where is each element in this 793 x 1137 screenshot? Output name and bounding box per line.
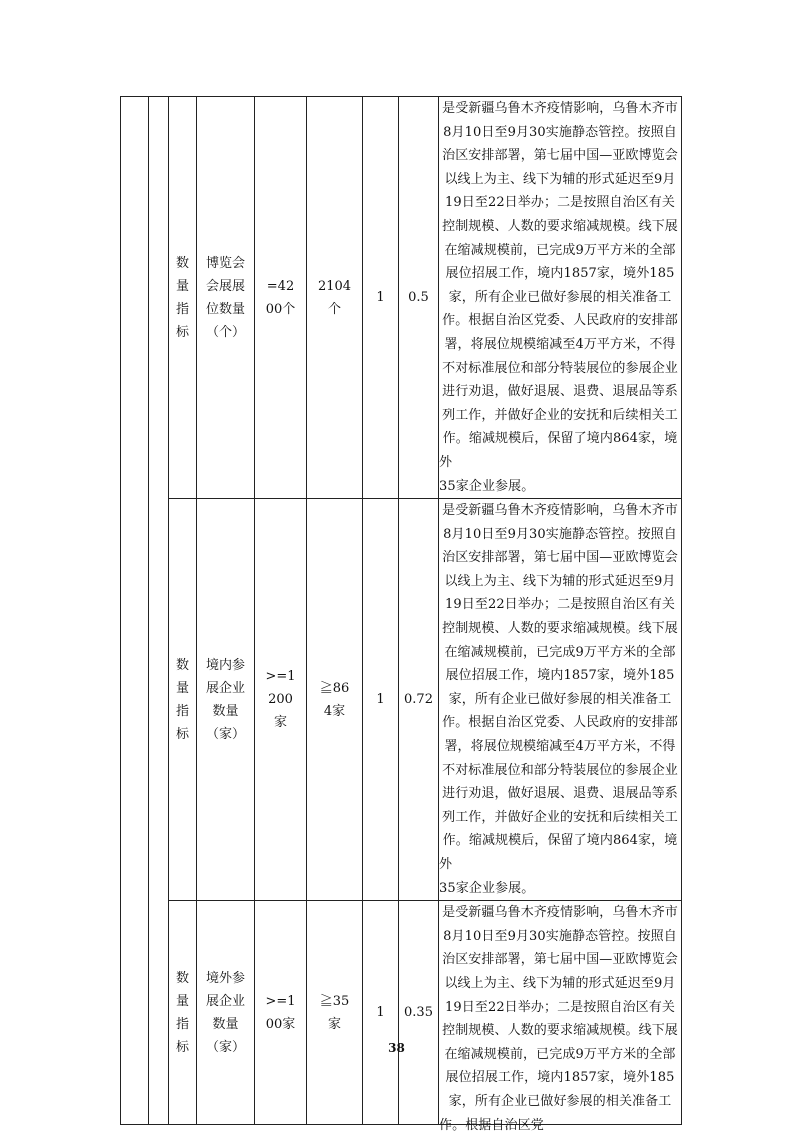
indicator-name-cell	[197, 499, 255, 901]
weight-cell: 1	[363, 499, 399, 901]
indicator-name-cell	[197, 97, 255, 499]
deviation-note-text: 是受新疆乌鲁木齐疫情影响，乌鲁木齐市8月10日至9月30实施静态管控。按照自治区安排部署，第七届中国—亚欧博览会以线上为主、线下为辅的形式延迟至9月19日至22日举办；二是按照自治区有关控制规模、人数的要求缩减规模。线下展在缩减规模前，已完成9万平方米的全部展位招展工作，境内1857家，境外185家，所有企业已做好参展的相关准备工作。根据自治区党委、人民政府的安排部署，将展位规模缩减至4万平方米，不得不对标准展位和部分特装展位的参展企业进行劝退，做好退展、退费、退展品等系列工作，并做好企业的安抚和后续相关工作。缩减规模后，保留了境内864家，境外	[439, 101, 678, 470]
category-cell	[169, 97, 197, 499]
weight-cell: 1	[363, 901, 399, 1125]
target-value-cell	[255, 901, 307, 1125]
page-number: 38	[388, 1041, 405, 1055]
category-text: 数量指标	[175, 255, 189, 340]
actual-value-text: ≧864家	[319, 680, 350, 719]
deviation-note-cell	[439, 97, 682, 499]
deviation-note-text: 是受新疆乌鲁木齐疫情影响，乌鲁木齐市8月10日至9月30实施静态管控。按照自治区安排部署，第七届中国—亚欧博览会以线上为主、线下为辅的形式延迟至9月19日至22日举办；二是按照自治区有关控制规模、人数的要求缩减规模。线下展在缩减规模前，已完成9万平方米的全部展位招展工作，境内1857家，境外185家，所有企业已做好参展的相关准备工作。根据自治区党委、人民政府的安排部署，将展位规模缩减至4万平方米，不得不对标准展位和部分特装展位的参展企业进行劝退，做好退展、退费、退展品等系列工作，并做好企业的安抚和后续相关工作。缩减规模后，保留了境内864家，境外	[439, 503, 678, 872]
table-row	[121, 97, 682, 499]
category-cell	[169, 499, 197, 901]
target-value-text: >=1200家	[265, 669, 296, 731]
deviation-note-end: 35家企业参展。	[439, 478, 535, 494]
table-row	[121, 901, 682, 1125]
category-text: 数量指标	[175, 657, 189, 742]
target-value-cell	[255, 499, 307, 901]
actual-value-cell	[307, 901, 363, 1125]
indicator-name-text: 境内参展企业数量（家）	[205, 657, 245, 742]
performance-indicator-table	[120, 96, 682, 1133]
indicator-name-cell	[197, 901, 255, 1125]
target-value-text: =4200个	[265, 278, 296, 317]
target-value-cell	[255, 97, 307, 499]
merged-blank-cell-2	[149, 97, 169, 1125]
target-value-text: >=100家	[265, 993, 296, 1032]
category-text: 数量指标	[175, 970, 189, 1055]
actual-value-text: ≧35家	[319, 993, 350, 1032]
table-row	[121, 499, 682, 901]
weight-cell: 1	[363, 97, 399, 499]
score-cell: 0.35	[399, 901, 439, 1125]
actual-value-cell	[307, 97, 363, 499]
indicator-name-text: 博览会会展展位数量（个）	[205, 255, 245, 340]
deviation-note-text: 是受新疆乌鲁木齐疫情影响，乌鲁木齐市8月10日至9月30实施静态管控。按照自治区安排部署，第七届中国—亚欧博览会以线上为主、线下为辅的形式延迟至9月19日至22日举办；二是按照自治区有关控制规模、人数的要求缩减规模。线下展在缩减规模前，已完成9万平方米的全部展位招展工作，境内1857家，境外185家，所有企业已做好参展的相关准备工作。根据自治区党	[439, 905, 678, 1133]
deviation-note-end: 35家企业参展。	[439, 880, 535, 896]
actual-value-cell	[307, 499, 363, 901]
deviation-note-cell	[439, 499, 682, 901]
deviation-note-cell	[439, 901, 682, 1133]
actual-value-text: 2104个	[317, 278, 352, 317]
score-cell: 0.72	[399, 499, 439, 901]
score-cell: 0.5	[399, 97, 439, 499]
indicator-name-text: 境外参展企业数量（家）	[205, 970, 245, 1055]
merged-blank-cell-1	[121, 97, 149, 1125]
category-cell	[169, 901, 197, 1125]
